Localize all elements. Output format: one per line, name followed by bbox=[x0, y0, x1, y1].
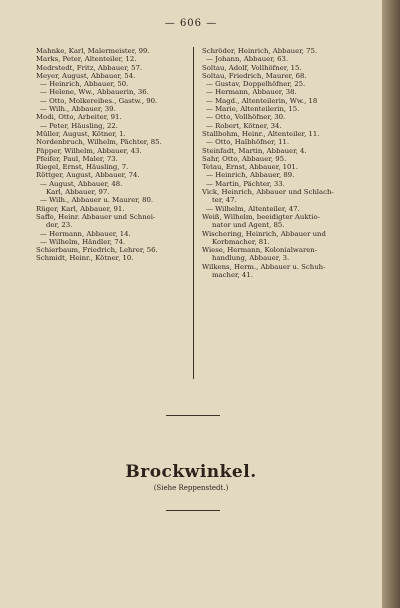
directory-entry: Saffe, Heinr. Abbauer und Schnei- bbox=[36, 212, 156, 221]
directory-entry: Sahr, Otto, Abbauer, 95. bbox=[202, 154, 287, 163]
directory-entry: handlung, Abbauer, 3. bbox=[212, 254, 290, 263]
directory-entry: — Martin, Pächter, 33. bbox=[206, 179, 285, 188]
directory-entry: ter, 47. bbox=[212, 196, 237, 205]
directory-entry: — Wilh., Abbauer, 39. bbox=[40, 105, 116, 114]
directory-entry: Meyer, August, Abbauer, 54. bbox=[36, 71, 136, 80]
directory-entry: — Hermann, Abbauer, 14. bbox=[40, 229, 131, 238]
directory-entry: — Robert, Kötner, 34. bbox=[206, 121, 282, 130]
directory-entry: Stallbohm, Heinr., Altenteiler, 11. bbox=[202, 129, 320, 138]
directory-entry: Riegel, Ernst, Häusling, 7. bbox=[36, 163, 129, 172]
directory-entry: macher, 41. bbox=[212, 271, 253, 280]
page-number: — 606 — bbox=[164, 18, 218, 29]
section-rule-bottom bbox=[166, 510, 220, 511]
directory-entry: Tetau, Ernst, Abbauer, 101. bbox=[202, 163, 298, 172]
column-divider bbox=[193, 47, 194, 379]
directory-entry: — Peter, Häusling, 22. bbox=[40, 121, 118, 130]
directory-entry: Steinfadt, Martin, Abbauer, 4. bbox=[202, 146, 307, 155]
directory-entry: — Wilh., Abbauer u. Maurer, 80. bbox=[40, 196, 154, 205]
directory-entry: — Heinrich, Abbauer, 89. bbox=[206, 171, 295, 180]
directory-entry: — Magd., Altenteilerin, Ww., 18 bbox=[206, 96, 318, 105]
directory-entry: Schmidt, Heinr., Kötner, 10. bbox=[36, 254, 134, 263]
directory-entry: Schierbaum, Friedrich, Lehrer, 56. bbox=[36, 246, 158, 255]
directory-entry: — Wilhelm, Altenteiler, 47. bbox=[206, 204, 300, 213]
directory-entry: Rüger, Karl, Abbauer, 91. bbox=[36, 204, 125, 213]
right-column bbox=[202, 47, 357, 279]
directory-entry: Soltau, Friedrich, Maurer, 68. bbox=[202, 71, 307, 80]
directory-entry: Nordenbruch, Wilhelm, Pächter, 85. bbox=[36, 138, 162, 147]
directory-entry: Marks, Peter, Altenteiler, 12. bbox=[36, 55, 137, 64]
left-column bbox=[36, 47, 186, 263]
directory-entry: Wiese, Hermann, Kolonialwaren- bbox=[202, 246, 318, 255]
directory-entry: — Helene, Ww., Abbauerin, 36. bbox=[40, 88, 149, 97]
directory-entry: nator und Agent, 85. bbox=[212, 221, 285, 230]
directory-entry: — Gustav, Doppelhöfner, 25. bbox=[206, 80, 306, 89]
directory-entry: Soltau, Adolf, Vollhöfner, 15. bbox=[202, 63, 302, 72]
directory-entry: Päpper, Wilhelm, Abbauer, 43. bbox=[36, 146, 142, 155]
directory-entry: — Heinrich, Abbauer, 50. bbox=[40, 80, 129, 89]
directory-entry: Medrstedt, Fritz, Abbauer, 57. bbox=[36, 63, 143, 72]
directory-entry: Pfeifer, Paul, Maler, 73. bbox=[36, 154, 118, 163]
directory-entry: — August, Abbauer, 48. bbox=[40, 179, 123, 188]
directory-entry: — Otto, Vollhöfner, 30. bbox=[206, 113, 286, 122]
directory-entry: — Hermann, Abbauer, 38. bbox=[206, 88, 297, 97]
section-rule-top bbox=[166, 415, 220, 416]
directory-entry: Modi, Otto, Arbeiter, 91. bbox=[36, 113, 122, 122]
directory-entry: Müller, August, Kötner, 1. bbox=[36, 129, 126, 138]
directory-entry: Karl, Abbauer, 97. bbox=[46, 188, 110, 197]
directory-entry: — Otto, Molkereibes., Gastw., 90. bbox=[40, 96, 158, 105]
directory-entry: — Wilhelm, Händler, 74. bbox=[40, 237, 126, 246]
directory-entry: Mahnke, Karl, Malermeister, 99. bbox=[36, 47, 150, 55]
directory-entry: der, 23. bbox=[46, 221, 73, 230]
directory-entry: Vick, Heinrich, Abbauer und Schlach- bbox=[202, 188, 334, 197]
directory-entry: Weiß, Wilhelm, beeidigter Auktio- bbox=[202, 212, 320, 221]
page-edge bbox=[382, 0, 400, 608]
directory-entry: — Marie, Altenteilerin, 15. bbox=[206, 105, 300, 114]
directory-entry: Wischering, Heinrich, Abbauer und bbox=[202, 229, 326, 238]
directory-entry: — Johann, Abbauer, 63. bbox=[206, 55, 289, 64]
directory-entry: Wilkens, Herm., Abbauer u. Schuh- bbox=[202, 262, 326, 271]
directory-entry: Korbmacher, 81. bbox=[212, 237, 270, 246]
section-note: (Siehe Reppenstedt.) bbox=[153, 484, 229, 492]
section-title: Brockwinkel. bbox=[125, 462, 257, 482]
directory-entry: — Otto, Halbhöfner, 11. bbox=[206, 138, 290, 147]
directory-entry: Röttger, August, Abbauer, 74. bbox=[36, 171, 140, 180]
directory-entry: Schröder, Heinrich, Abbauer, 75. bbox=[202, 47, 318, 55]
